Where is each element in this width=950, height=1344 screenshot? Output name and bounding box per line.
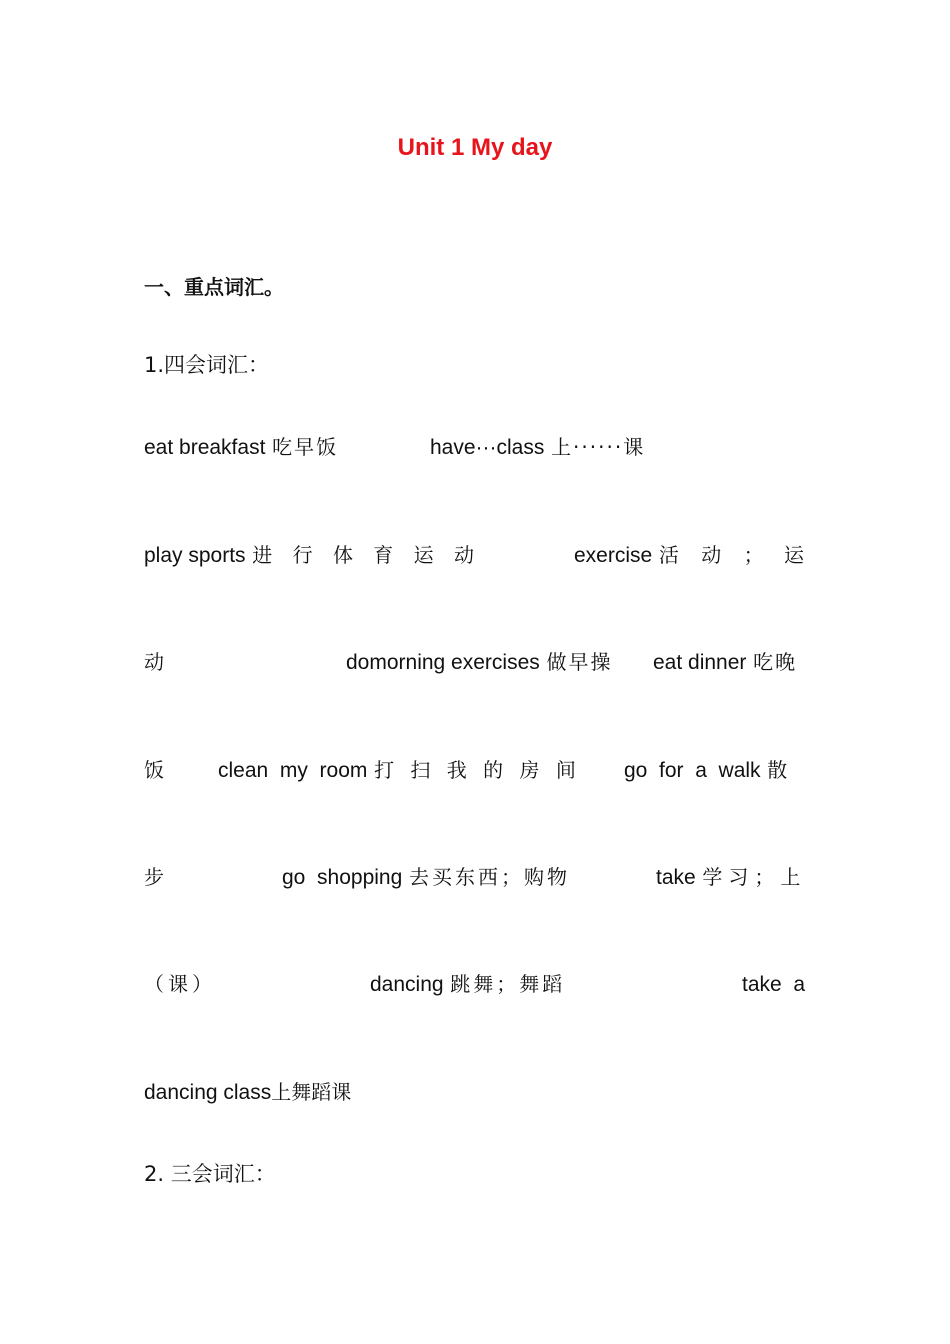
vocab-item: eat dinner 吃晚 [653,650,798,674]
section-heading: 一、重点词汇。 [144,275,284,299]
vocab-item: domorning exercises 做早操 [346,650,613,674]
subheading-four-skill-vocab: 1.四会词汇： [144,353,270,377]
vocab-item: clean my room 打 扫 我 的 房 间 [218,758,581,782]
vocab-item: 动 [144,650,166,674]
vocab-item: go for a walk 散 [624,758,790,782]
vocab-item: exercise 活 动 ； [574,543,772,567]
vocab-item: take 学习；上 [656,865,807,889]
vocab-item: dancing class上舞蹈课 [144,1080,352,1104]
vocab-item: 饭 [144,758,166,782]
vocab-item: dancing 跳舞；舞蹈 [370,972,566,996]
vocab-item: eat breakfast 吃早饭 [144,435,339,459]
vocab-item: go shopping 去买东西；购物 [282,865,570,889]
vocab-item: 运 [784,543,806,567]
page-title: Unit 1 My day [397,134,553,161]
vocab-item: play sports 进 行 体 育 运 动 [144,543,482,567]
subheading-three-skill-vocab: 2. 三会词汇： [144,1162,276,1186]
vocab-item: take a [742,973,806,996]
vocab-item: （课） [144,972,216,996]
vocab-item: have···class 上······课 [430,435,646,459]
vocab-item: 步 [144,865,166,889]
